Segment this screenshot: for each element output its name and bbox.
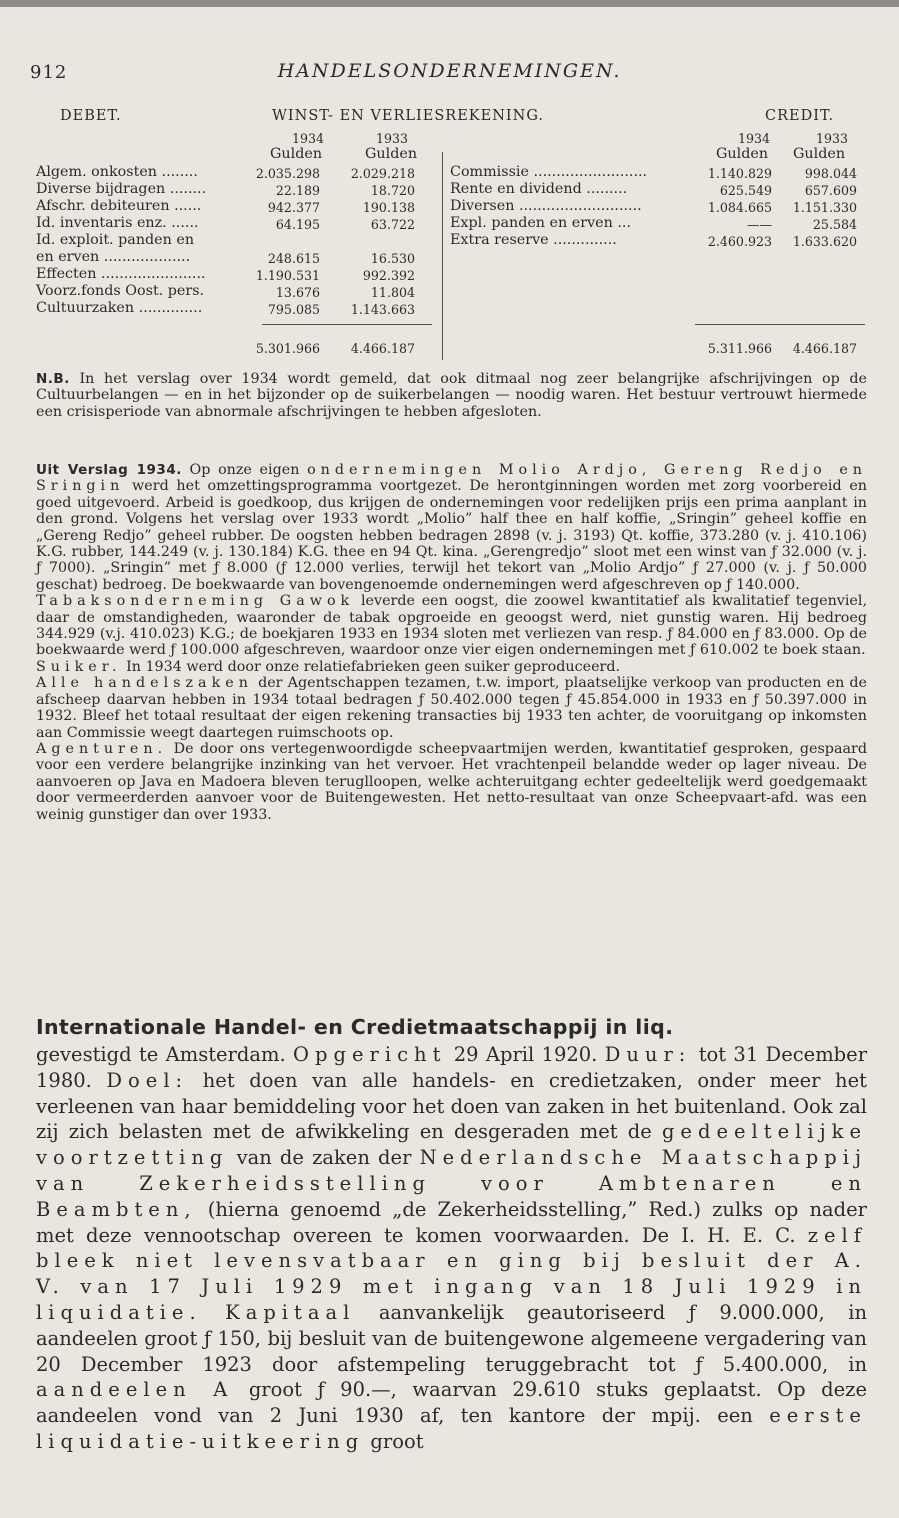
credit-year-1933: 1933 <box>815 131 848 146</box>
row-value-1934: 2.460.923 <box>707 234 772 249</box>
row-value-1933: 16.530 <box>370 251 415 266</box>
ihc-text-2: 29 April 1920. <box>453 1043 598 1066</box>
ihc-spaced-5: Nederlandsche Maatschappij van Zekerheidsstelling voor Ambtenaren en Beambten, <box>36 1146 868 1221</box>
row-label: Effecten ....................... <box>36 266 206 282</box>
nb-lead: N.B. <box>36 371 70 387</box>
ihc-text-3: tot 31 December 1980. <box>36 1043 868 1092</box>
credit-total-1934: 5.311.966 <box>707 341 772 356</box>
row-value-1934: 1.190.531 <box>255 268 320 283</box>
nb-paragraph <box>36 371 867 420</box>
verslag-p5-body: De door ons vertegenwoordigde scheepvaartmijen werden, kwantitatief gesproken, gespaard voor een verdere belangrijke inzinking van het vervoer. Het vrachtenpeil belandde weder op lager niveau. De aanvoeren op Java en Madoera bleven teruglloopen, welke achteruitgang echter gedeeltelijk werd goedgemaakt door vermeerderden aanvoer voor de Buitengewesten. Het netto-resultaat van onze Scheepvaart-afd. was een weinig gunstiger dan over 1933. <box>36 740 867 823</box>
row-value-1934: 22.189 <box>275 183 320 198</box>
debet-total-rule <box>262 324 432 325</box>
ihc-spaced-9: eerste liquidatie-uitkeering <box>36 1404 867 1453</box>
row-label: Rente en dividend ......... <box>450 181 628 197</box>
credit-unit-1934: Gulden <box>716 146 769 162</box>
row-label: Id. exploit. panden en <box>36 232 195 248</box>
nb-text: In het verslag over 1934 wordt gemeld, dat ook ditmaal nog zeer belangrijke afschrijvingen op de Cultuurbelangen — en in het bijzonder op de suikerbelangen — noodig waren. Het bestuur vertrouwt hiermede een crisisperiode van abnormale afschrijvingen te hebben afgesloten. <box>36 371 868 420</box>
ihc-text-9: groot <box>370 1429 424 1453</box>
row-value-1933: 1.143.663 <box>350 302 415 317</box>
ihc-text-8: groot ƒ 90.—, waarvan 29.610 stuks geplaatst. Op deze aandeelen vond van 2 Juni 1930 af, ten kantore der mpij. een <box>36 1378 867 1428</box>
company-title: Internationale Handel- en Credietmaatschappij in liq. <box>36 1015 674 1039</box>
verslag-p5-spaced: Agenturen. <box>36 740 168 757</box>
row-label: Id. inventaris enz. ...... <box>36 215 199 231</box>
ihc-text-6: (hierna genoemd „de Zekerheidsstelling,” Red.) zulks op nader met deze vennootschap overeen te komen voorwaarden. De I. H. E. C. <box>36 1197 867 1247</box>
row-value-1933: 992.392 <box>362 268 415 283</box>
row-label: Commissie ......................... <box>450 164 648 180</box>
ihc-spaced-7: Kapitaal <box>225 1300 356 1324</box>
verslag-lead: Uit Verslag 1934. <box>36 462 182 478</box>
verslag-p1-spaced: ondernemingen Molio Ardjo, Gereng Redjo en Sringin <box>36 462 868 495</box>
row-value-1933: 1.633.620 <box>792 234 857 249</box>
ihc-spaced-3: Doel: <box>106 1068 189 1092</box>
row-label: Diversen ........................... <box>450 198 642 214</box>
row-label: Extra reserve .............. <box>450 232 617 248</box>
row-label: Expl. panden en erven ... <box>450 215 631 231</box>
verslag-p4-body: der Agentschappen tezamen, t.w. import, plaatselijke verkoop van producten en de afscheep daarvan hebben in 1934 totaal bedragen ƒ 50.402.000 tegen ƒ 45.854.000 in 1933 en ƒ 50.397.000 in 1932. Bleef het totaal resultaat der eigen rekening transacties bij 1933 ten achter, de vooruitgang op inkomsten aan Commissie weegt daartegen ruimschoots op. <box>36 675 868 741</box>
row-value-1933: 998.044 <box>804 166 857 181</box>
debet-unit-1934: Gulden <box>270 146 323 162</box>
row-label: Afschr. debiteuren ...... <box>36 198 202 214</box>
column-divider <box>442 152 443 360</box>
running-head: HANDELSONDERNEMINGEN. <box>277 60 622 82</box>
row-value-1934: 795.085 <box>267 302 320 317</box>
row-value-1934: 942.377 <box>267 200 320 215</box>
ihc-text-5: van de zaken der <box>236 1146 412 1170</box>
debet-year-1933: 1933 <box>375 131 408 146</box>
ihc-spaced-8: aandeelen A <box>36 1378 234 1402</box>
row-value-1933: 18.720 <box>370 183 415 198</box>
verslag-p2-spaced: Tabaksonderneming Gawok <box>36 593 355 610</box>
row-value-1934: 64.195 <box>275 217 320 232</box>
ihc-spaced-2: Duur: <box>604 1043 692 1066</box>
verslag-p3-spaced: Suiker. <box>36 658 122 675</box>
row-label: en erven ................... <box>36 249 191 265</box>
row-value-1934: 2.035.298 <box>255 166 320 181</box>
verslag-p1-body: werd het omzettingsprogramma voortgezet. De herontginningen worden met zorg voorbereid en goed uitgevoerd. Arbeid is goedkoop, dus krijgen de ondernemingen voor redelijken prijs een prima aanplant in den grond. Volgens het verslag over 1933 wordt „Molio” half thee en half koffie, „Sringin” geheel koffie en „Gereng Redjo” geheel rubber. De oogsten hebben bedragen 2898 (v. j. 3193) Qt. koffie, 373.280 (v. j. 410.106) K.G. rubber, 144.249 (v. j. 130.184) K.G. thee en 94 Qt. kina. „Gerengredjo” sloot met een winst van ƒ 32.000 (v. j. ƒ 7000). „Sringin” met ƒ 8.000 (ƒ 12.000 verlies, terwijl het tekort van „Molio Ardjo” ƒ 27.000 (v. j. ƒ 50.000 geschat) bedroeg. De boekwaarde van bovengenoemde ondernemingen werd afgeschreven op ƒ 140.000. <box>36 478 868 593</box>
row-value-1933: 657.609 <box>804 183 857 198</box>
company-description <box>36 1042 867 1455</box>
row-value-1934: —— <box>746 217 772 232</box>
row-value-1933: 63.722 <box>370 217 415 232</box>
row-value-1934: 13.676 <box>275 285 320 300</box>
ihc-text-1: gevestigd te Amsterdam. <box>36 1043 286 1066</box>
debet-total-1933: 4.466.187 <box>350 341 415 356</box>
row-value-1933: 1.151.330 <box>792 200 857 215</box>
row-value-1933: 2.029.218 <box>350 166 415 181</box>
row-value-1933: 190.138 <box>362 200 415 215</box>
credit-total-rule <box>695 324 865 325</box>
row-value-1934: 1.140.829 <box>707 166 772 181</box>
verslag-p3-body: In 1934 werd door onze relatiefabrieken geen suiker geproduceerd. <box>126 658 621 675</box>
row-value-1934: 625.549 <box>719 183 772 198</box>
row-value-1933: 25.584 <box>812 217 857 232</box>
row-label: Cultuurzaken .............. <box>36 300 203 316</box>
ihc-spaced-1: Opgericht <box>293 1043 447 1066</box>
account-title: WINST- EN VERLIESREKENING. <box>272 108 544 124</box>
ihc-spaced-4: gedeeltelijke voortzetting <box>36 1120 868 1170</box>
ihc-spaced-6: zelf bleek niet levensvatbaar en ging bij besluit der A. V. van 17 Juli 1929 met ingang van 18 Juli 1929 in liquidatie. <box>36 1223 867 1324</box>
credit-total-1933: 4.466.187 <box>792 341 857 356</box>
debet-unit-1933: Gulden <box>365 146 418 162</box>
verslag-p1-text: Op onze eigen <box>189 462 300 478</box>
verslag-p2-body: leverde een oogst, die zoowel kwantitatief als kwalitatief tegenviel, daar de omstandigheden, waaronder de tabak opgroeide en geoogst werd, niet gunstig waren. Hij bedroeg 344.929 (v.j. 410.023) K.G.; de boekjaren 1933 en 1934 sloten met verliezen van resp. ƒ 84.000 en ƒ 83.000. Op de boekwaarde werd ƒ 100.000 afgeschreven, waardoor onze vier eigen ondernemingen met ƒ 610.002 te boek staan. <box>36 593 868 659</box>
credit-label: CREDIT. <box>765 108 835 124</box>
verslag-p4-spaced: Alle handelszaken <box>36 675 253 692</box>
row-label: Voorz.fonds Oost. pers. <box>36 283 205 299</box>
credit-year-1934: 1934 <box>737 131 770 146</box>
verslag-section <box>36 462 867 823</box>
row-label: Algem. onkosten ........ <box>36 164 198 180</box>
row-label: Diverse bijdragen ........ <box>36 181 207 197</box>
row-value-1934: 1.084.665 <box>707 200 772 215</box>
debet-total-1934: 5.301.966 <box>255 341 320 356</box>
ihc-text-7: aanvankelijk geautoriseerd ƒ 9.000.000, in aandeelen groot ƒ 150, bij besluit van de buitengewone algemeene vergadering van 20 December 1923 door afstempeling teruggebracht tot ƒ 5.400.000, in <box>36 1300 868 1376</box>
page-number: 912 <box>30 62 68 83</box>
credit-unit-1933: Gulden <box>793 146 846 162</box>
row-value-1933: 11.804 <box>370 285 415 300</box>
debet-year-1934: 1934 <box>291 131 324 146</box>
ihc-text-4: het doen van alle handels- en credietzaken, onder meer het verleenen van haar bemiddeling voor het doen van zaken in het buitenland. Ook zal zij zich belasten met de afwikkeling en desgeraden met de <box>36 1068 867 1144</box>
row-value-1934: 248.615 <box>267 251 320 266</box>
debet-label: DEBET. <box>60 108 122 124</box>
